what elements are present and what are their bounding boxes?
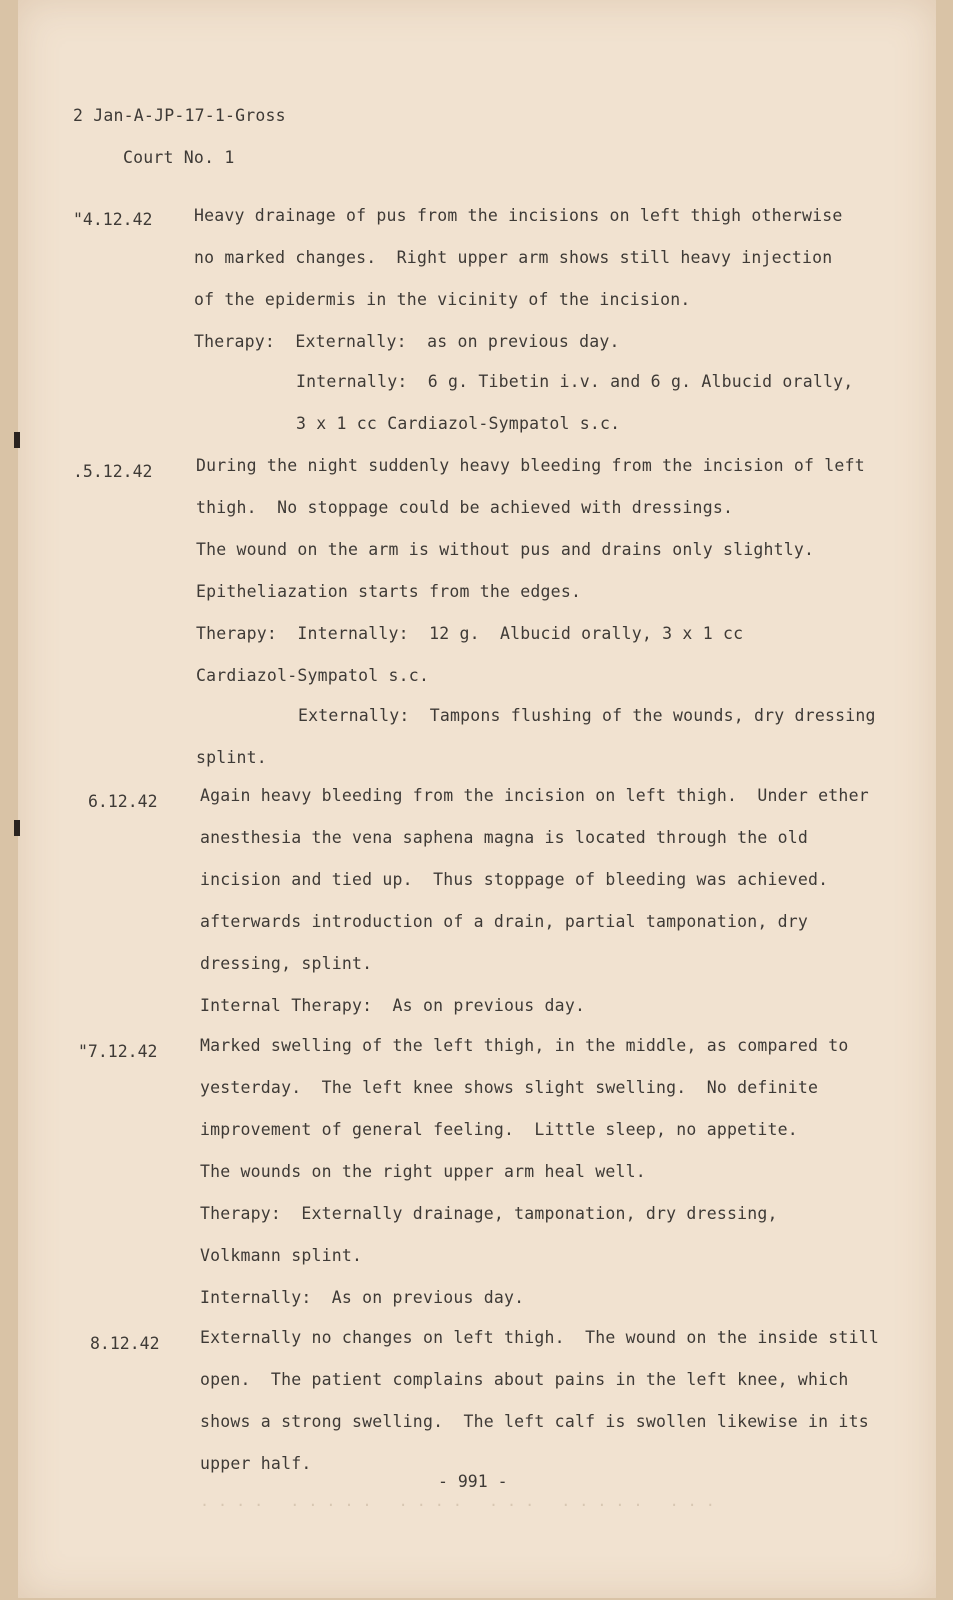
entry-line: improvement of general feeling. Little sleep, no appetite. bbox=[200, 1120, 798, 1139]
entry-line: During the night suddenly heavy bleeding from the incision of left bbox=[196, 456, 865, 475]
entry-line: Internally: As on previous day. bbox=[200, 1288, 525, 1307]
entry-line: shows a strong swelling. The left calf is swollen likewise in its bbox=[200, 1412, 869, 1431]
entry-date: .5.12.42 bbox=[73, 462, 153, 481]
entry-line: Therapy: Externally: as on previous day. bbox=[194, 332, 620, 351]
entry-line: 3 x 1 cc Cardiazol-Sympatol s.c. bbox=[296, 414, 621, 433]
entry-date: "7.12.42 bbox=[78, 1042, 158, 1061]
entry-line: The wound on the arm is without pus and drains only slightly. bbox=[196, 540, 815, 559]
entry-line: Marked swelling of the left thigh, in the middle, as compared to bbox=[200, 1036, 849, 1055]
entry-line: Again heavy bleeding from the incision on left thigh. Under ether bbox=[200, 786, 869, 805]
entry-line: Externally: Tampons flushing of the wounds, dry dressing bbox=[298, 706, 876, 725]
entry-date: 8.12.42 bbox=[90, 1334, 160, 1353]
entry-line: yesterday. The left knee shows slight swelling. No definite bbox=[200, 1078, 819, 1097]
entry-line: Epitheliazation starts from the edges. bbox=[196, 582, 582, 601]
case-reference: 2 Jan-A-JP-17-1-Gross bbox=[73, 106, 286, 125]
entry-line: no marked changes. Right upper arm shows still heavy injection bbox=[194, 248, 833, 267]
entry-line: splint. bbox=[196, 748, 267, 767]
entry-line: upper half. bbox=[200, 1454, 312, 1473]
entry-date: "4.12.42 bbox=[73, 210, 153, 229]
entry-line: Internal Therapy: As on previous day. bbox=[200, 996, 586, 1015]
entry-line: Cardiazol-Sympatol s.c. bbox=[196, 666, 430, 685]
entry-line: Therapy: Internally: 12 g. Albucid orally, 3 x 1 cc bbox=[196, 624, 744, 643]
entry-line: dressing, splint. bbox=[200, 954, 373, 973]
document-page bbox=[18, 0, 936, 1598]
entry-line: The wounds on the right upper arm heal well. bbox=[200, 1162, 646, 1181]
entry-line: Heavy drainage of pus from the incisions on left thigh otherwise bbox=[194, 206, 843, 225]
punch-hole-mark bbox=[14, 820, 20, 836]
entry-line: anesthesia the vena saphena magna is located through the old bbox=[200, 828, 809, 847]
entry-line: incision and tied up. Thus stoppage of bleeding was achieved. bbox=[200, 870, 829, 889]
entry-line: of the epidermis in the vicinity of the incision. bbox=[194, 290, 691, 309]
court-number: Court No. 1 bbox=[123, 148, 235, 167]
entry-line: thigh. No stoppage could be achieved with dressings. bbox=[196, 498, 734, 517]
entry-line: Volkmann splint. bbox=[200, 1246, 363, 1265]
page-number: - 991 - bbox=[438, 1472, 508, 1491]
show-through-text: . . . . . . . . . . . . . . . . . . . . . . . . bbox=[200, 1492, 715, 1510]
entry-line: Internally: 6 g. Tibetin i.v. and 6 g. Albucid orally, bbox=[296, 372, 854, 391]
entry-line: afterwards introduction of a drain, partial tamponation, dry bbox=[200, 912, 809, 931]
entry-line: Therapy: Externally drainage, tamponation, dry dressing, bbox=[200, 1204, 778, 1223]
entry-date: 6.12.42 bbox=[88, 792, 158, 811]
entry-line: Externally no changes on left thigh. The wound on the inside still bbox=[200, 1328, 879, 1347]
entry-line: open. The patient complains about pains in the left knee, which bbox=[200, 1370, 849, 1389]
punch-hole-mark bbox=[14, 432, 20, 448]
